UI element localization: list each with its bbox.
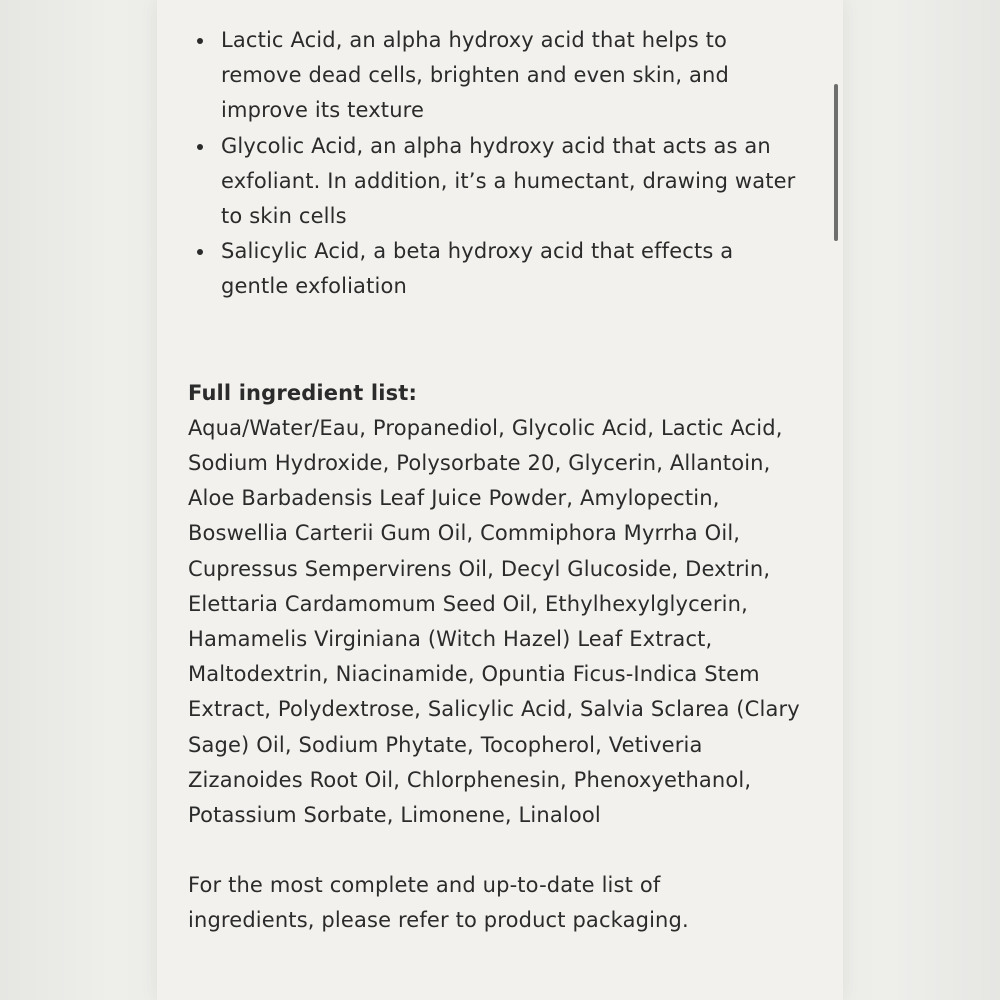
acid-benefits-list [188, 23, 818, 305]
ingredients-list: Aqua/Water/Eau, Propanediol, Glycolic Acid, Lactic Acid, Sodium Hydroxide, Polysorbate 20, Glycerin, Allantoin, Aloe Barbadensis Leaf Juice Powder, Amylopectin, Boswellia Carterii Gum Oil, Commiphora Myrrha Oil, Cupressus Sempervirens Oil, Decyl Glucoside, Dextrin, Elettaria Cardamomum Seed Oil, Ethylhexylglycerin, Hamamelis Virginiana (Witch Hazel) Leaf Extract, Maltodextrin, Niacinamide, Opuntia Ficus-Indica Stem Extract, Polydextrose, Salicylic Acid, Salvia Sclarea (Clary Sage) Oil, Sodium Phytate, Tocopherol, Vetiveria Zizanoides Root Oil, Chlorphenesin, Phenoxyethanol, Potassium Sorbate, Limonene, Linalool [188, 415, 800, 828]
list-item-text: Lactic Acid, an alpha hydroxy acid that helps to remove dead cells, brighten and even skin, and improve its texture [221, 28, 729, 123]
list-item [188, 129, 796, 235]
backdrop-right [840, 0, 1000, 1000]
list-item-text: Salicylic Acid, a beta hydroxy acid that effects a gentle exfoliation [221, 239, 734, 299]
list-item-text: Glycolic Acid, an alpha hydroxy acid that acts as an exfoliant. In addition, it’s a humectant, drawing water to skin cells [221, 133, 796, 229]
bullet-icon [197, 38, 203, 44]
bullet-icon [197, 249, 203, 255]
backdrop-left [0, 0, 160, 1000]
product-details-content [188, 23, 818, 939]
bullet-icon [197, 144, 203, 150]
ingredients-heading: Full ingredient list: [188, 380, 417, 405]
scrollbar-thumb[interactable] [834, 84, 838, 241]
product-details-panel [157, 0, 843, 1000]
list-item [188, 234, 796, 304]
packaging-note: For the most complete and up-to-date list of ingredients, please refer to product packaging. [188, 873, 689, 933]
list-item [188, 23, 796, 129]
